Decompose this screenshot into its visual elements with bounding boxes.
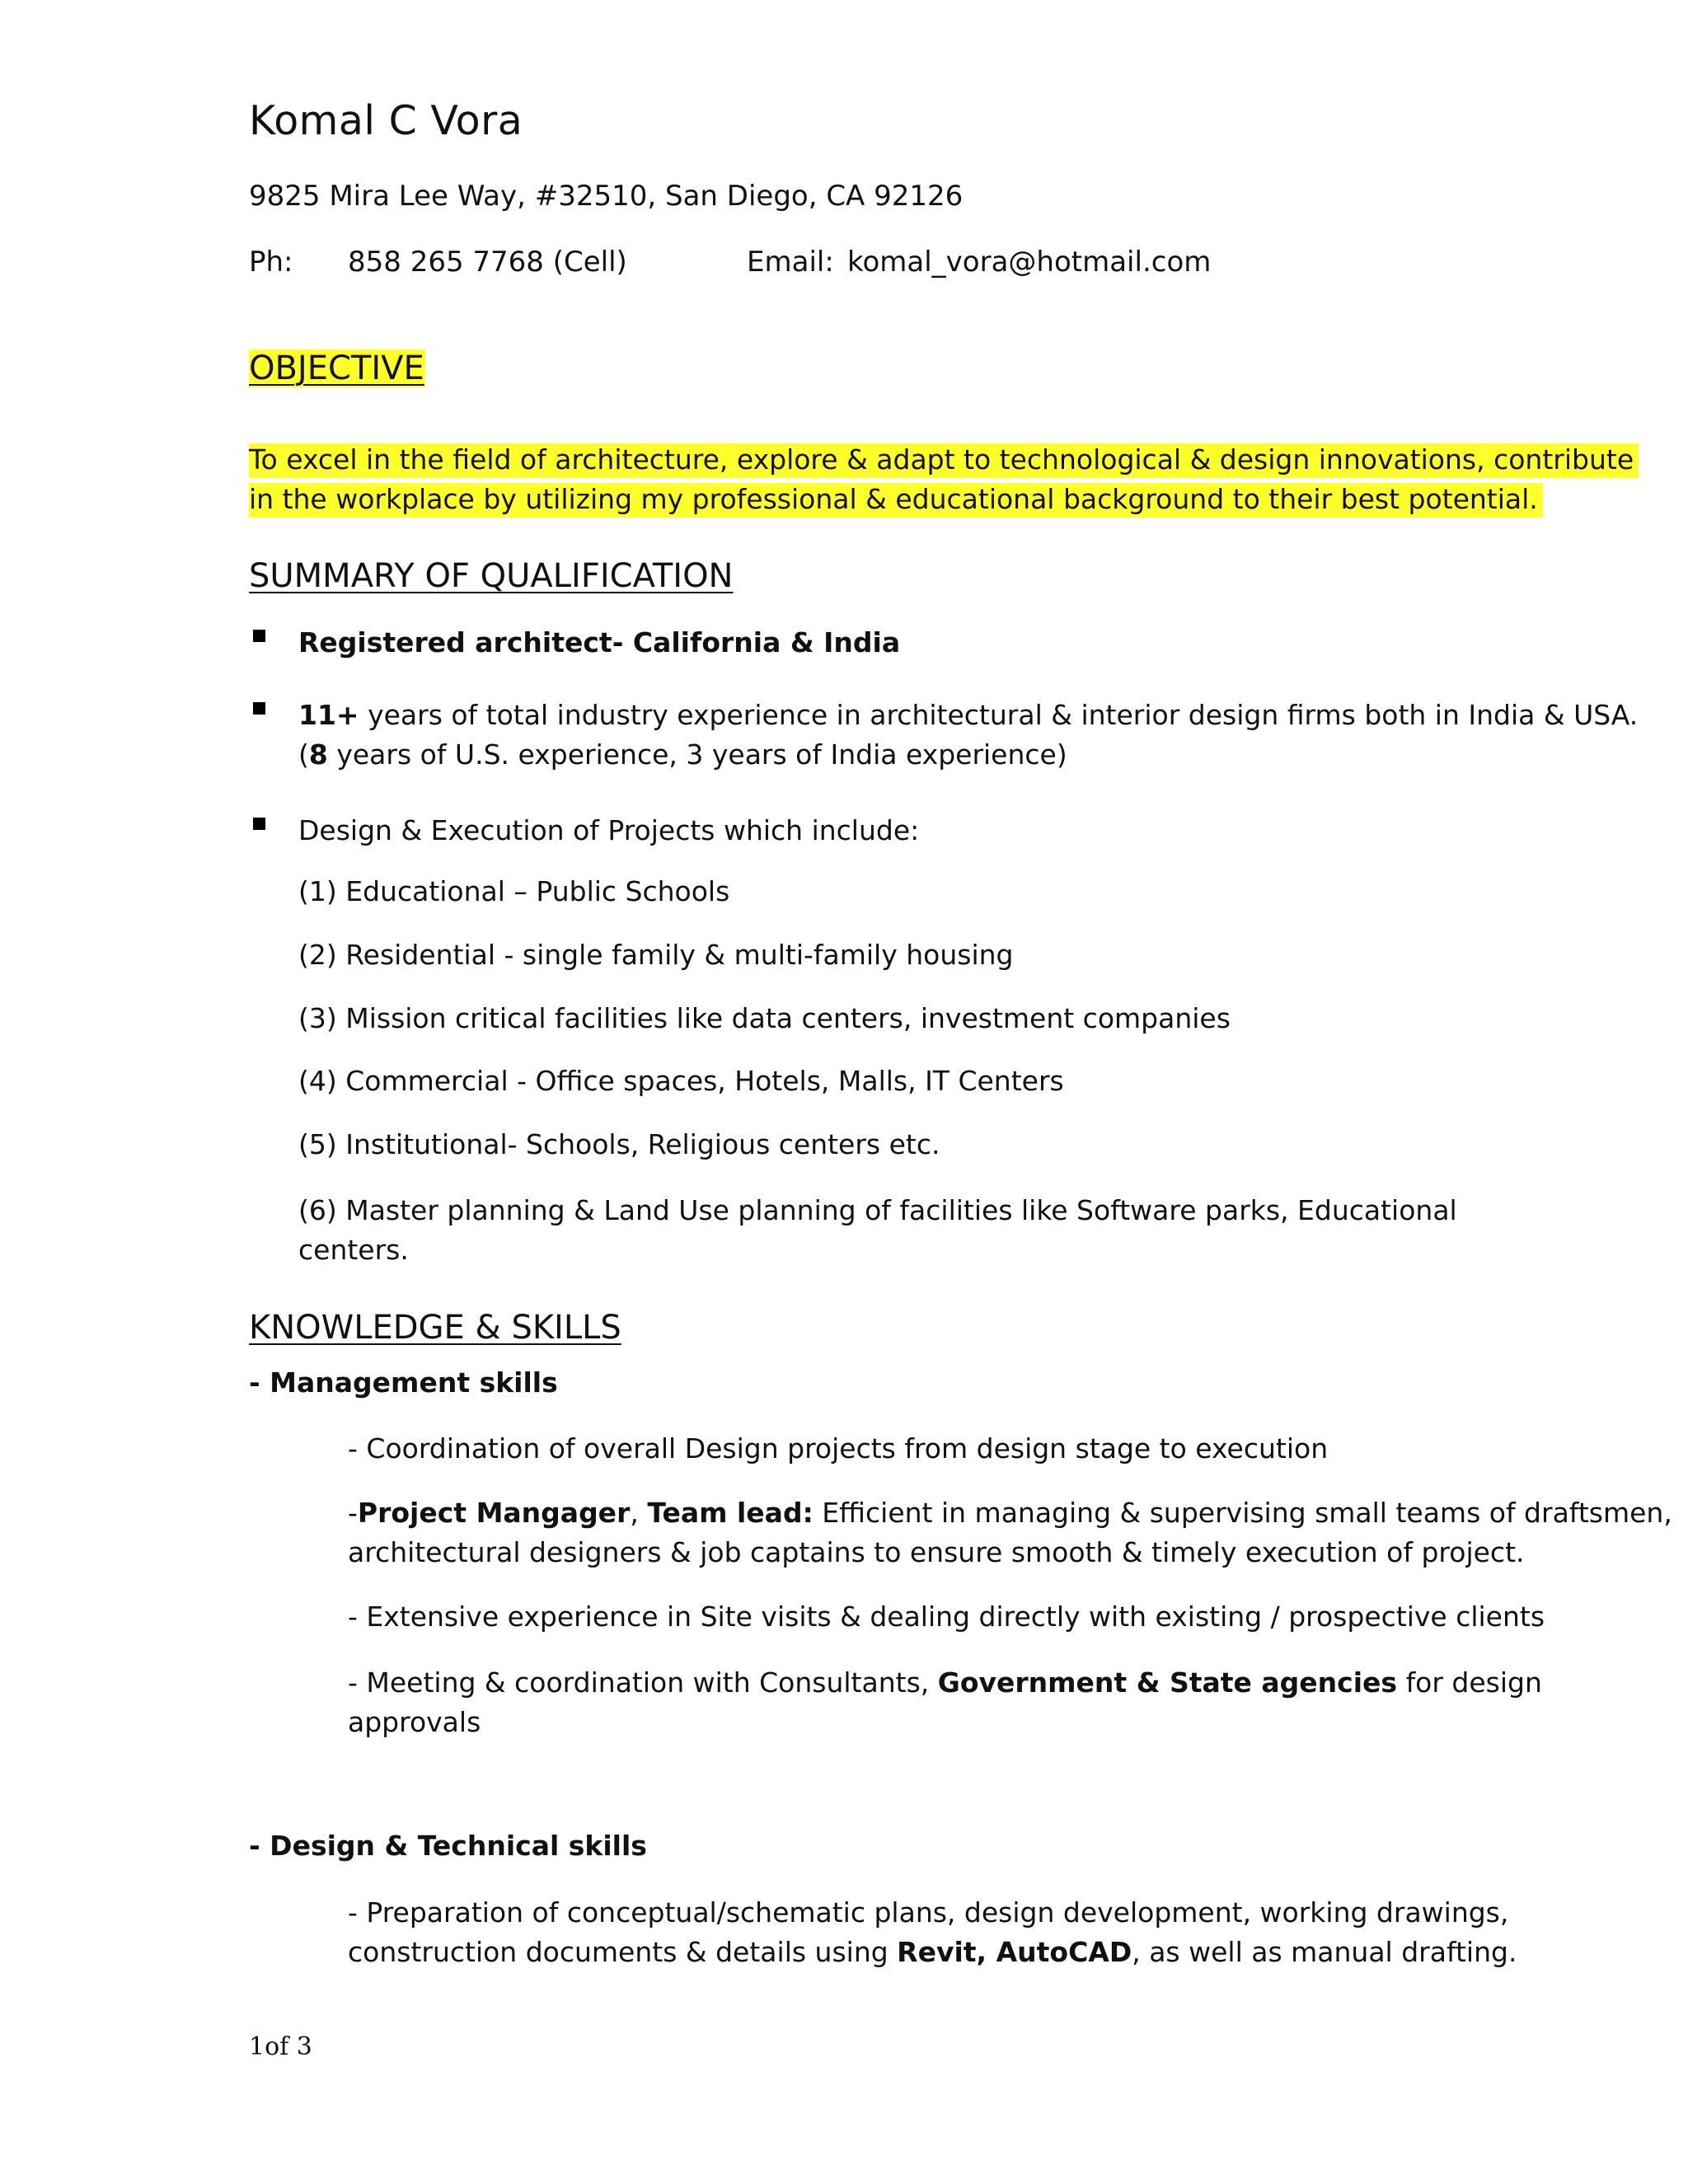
skills-heading: KNOWLEDGE & SKILLS xyxy=(249,1309,621,1347)
management-skills-heading: - Management skills xyxy=(249,1366,558,1399)
summary-item-experience: 11+ years of total industry experience in architectural & interior design firms both in India & USA. (8 years of U.S. experience, 3 years of India experience) xyxy=(298,699,1639,771)
objective-line-2: in the workplace by utilizing my professional & educational background to their best potential. xyxy=(249,483,1543,517)
phone-number: 858 265 7768 (Cell) xyxy=(348,246,627,279)
phone-label: Ph: xyxy=(249,246,293,279)
summary-item-registered: Registered architect- California & India xyxy=(298,626,901,658)
bullet-icon xyxy=(253,630,265,642)
email-address: komal_vora@hotmail.com xyxy=(847,246,1212,279)
bullet-icon xyxy=(253,818,265,830)
objective-text xyxy=(249,440,1639,519)
management-skill-item: - Coordination of overall Design projects from design stage to execution xyxy=(348,1432,1329,1465)
project-type-item: (4) Commercial - Office spaces, Hotels, Malls, IT Centers xyxy=(298,1065,1064,1097)
design-skill-item: - Preparation of conceptual/schematic plans, design development, working drawings, construction documents & details using Revit, AutoCAD, as well as manual drafting. xyxy=(348,1896,1517,1968)
project-type-item: (5) Institutional- Schools, Religious centers etc. xyxy=(298,1128,940,1160)
summary-item-projects: Design & Execution of Projects which include: xyxy=(298,814,920,846)
project-type-item: (3) Mission critical facilities like data centers, investment companies xyxy=(298,1002,1231,1034)
bullet-icon xyxy=(253,702,265,715)
us-experience-years: 8 xyxy=(308,738,328,771)
experience-years: 11+ xyxy=(298,699,359,731)
management-skill-item: -Project Mangager, Team lead: Efficient in managing & supervising small teams of draftsmen, architectural designers & job captains to ensure smooth & timely execution of project. xyxy=(348,1497,1672,1568)
management-skill-item: - Meeting & coordination with Consultants, Government & State agencies for design approvals xyxy=(348,1666,1542,1738)
management-skill-item: - Extensive experience in Site visits & dealing directly with existing / prospective clients xyxy=(348,1601,1545,1633)
address: 9825 Mira Lee Way, #32510, San Diego, CA 92126 xyxy=(249,180,964,213)
project-type-item: (1) Educational – Public Schools xyxy=(298,875,730,907)
contact-line xyxy=(249,246,1568,279)
objective-line-1: To excel in the field of architecture, explore & adapt to technological & design innovations, contribute xyxy=(249,443,1639,477)
page-number: 1of 3 xyxy=(249,2032,312,2061)
project-type-item: (6) Master planning & Land Use planning of facilities like Software parks, Educational centers. xyxy=(298,1194,1457,1266)
project-type-item: (2) Residential - single family & multi-family housing xyxy=(298,939,1014,971)
objective-heading: OBJECTIVE xyxy=(249,349,424,387)
design-skills-heading: - Design & Technical skills xyxy=(249,1830,647,1862)
summary-heading: SUMMARY OF QUALIFICATION xyxy=(249,557,734,595)
candidate-name: Komal C Vora xyxy=(249,97,523,144)
email-label: Email: xyxy=(747,246,834,279)
